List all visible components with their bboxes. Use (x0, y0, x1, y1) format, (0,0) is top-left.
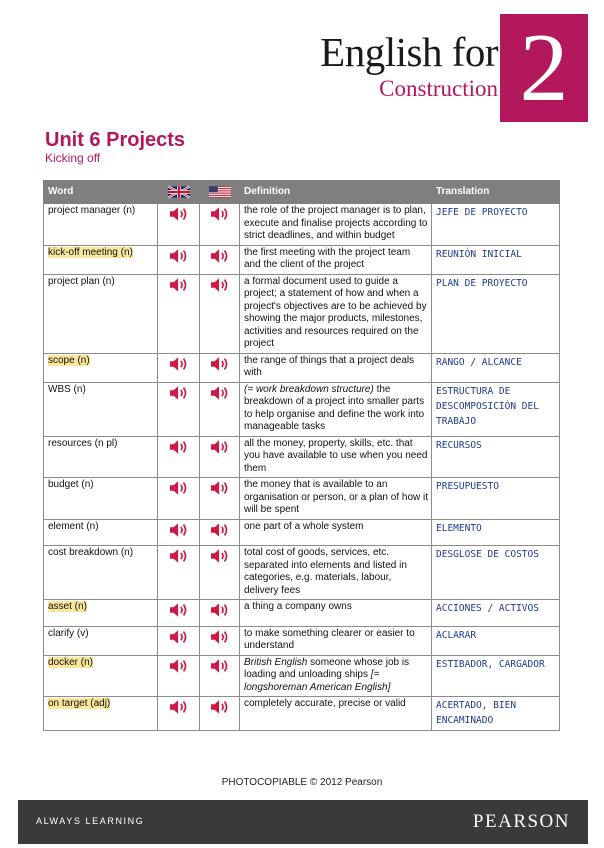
word-cell (44, 546, 158, 600)
definition-text: total cost of goods, services, etc. separated into elements and listed in categories, e.g. materials, labour, delivery fees (244, 547, 407, 596)
word-term: asset (n) (48, 601, 87, 612)
uk-audio-speaker-icon[interactable] (168, 384, 190, 402)
us-audio-speaker-icon[interactable] (209, 601, 231, 619)
word-term: docker (n) (48, 656, 94, 668)
brand-title-block (308, 30, 498, 102)
definition-cell (240, 546, 432, 600)
handwritten-translation: ESTRUCTURA DE DESCOMPOSICIÓN DEL TRABAJO (436, 385, 539, 427)
uk-audio-cell (158, 204, 200, 246)
table-row (44, 245, 560, 274)
word-term: scope (n) (48, 354, 90, 366)
uk-audio-speaker-icon[interactable] (168, 438, 190, 456)
us-flag-icon (209, 185, 231, 199)
table-row (44, 519, 560, 546)
translation-cell (432, 382, 560, 436)
uk-audio-speaker-icon[interactable] (168, 657, 190, 675)
definition-italic: (= work breakdown structure) (244, 383, 374, 395)
header-translation: Translation (432, 181, 560, 204)
us-audio-cell (200, 204, 240, 246)
word-term: cost breakdown (n) (48, 547, 134, 558)
us-audio-speaker-icon[interactable] (209, 438, 231, 456)
handwritten-translation: PLAN DE PROYECTO (436, 277, 528, 289)
unit-title: Unit 6 Projects (45, 129, 186, 151)
translation-cell (432, 655, 560, 697)
definition-text: all the money, property, skills, etc. that you have available to use when you need them (244, 437, 428, 474)
translation-cell (432, 697, 560, 731)
uk-audio-speaker-icon[interactable] (168, 547, 190, 565)
definition-cell (240, 204, 432, 246)
table-row (44, 655, 560, 697)
us-audio-speaker-icon[interactable] (209, 384, 231, 402)
publisher-bar (18, 800, 588, 844)
us-audio-cell (200, 478, 240, 520)
us-audio-cell (200, 274, 240, 353)
uk-audio-cell (158, 382, 200, 436)
table-row (44, 436, 560, 478)
header-us-flag (200, 181, 240, 204)
translation-cell (432, 626, 560, 655)
table-row (44, 697, 560, 731)
definition-text: the first meeting with the project team and the client of the project (244, 246, 411, 270)
level-badge: 2 (500, 14, 588, 122)
us-audio-speaker-icon[interactable] (209, 205, 231, 223)
translation-cell (432, 478, 560, 520)
uk-audio-cell (158, 245, 200, 274)
definition-text: the breakdown of a project into smaller parts to help organise and define the work into manageable tasks (244, 383, 425, 432)
definition-cell (240, 274, 432, 353)
uk-audio-speaker-icon[interactable] (168, 355, 190, 373)
handwritten-translation: DESGLOSE DE COSTOS (436, 549, 539, 560)
us-audio-cell (200, 697, 240, 731)
uk-audio-speaker-icon[interactable] (168, 247, 190, 265)
definition-text: someone whose job is loading and unloading ships (244, 656, 410, 680)
uk-audio-cell (158, 353, 200, 382)
us-audio-cell (200, 546, 240, 600)
table-row (44, 546, 560, 600)
uk-audio-cell (158, 697, 200, 731)
uk-audio-cell (158, 436, 200, 478)
table-row (44, 600, 560, 627)
definition-cell (240, 382, 432, 436)
us-audio-cell (200, 655, 240, 697)
header-definition: Definition (240, 181, 432, 204)
us-audio-cell (200, 382, 240, 436)
us-audio-speaker-icon[interactable] (209, 547, 231, 565)
translation-cell (432, 245, 560, 274)
us-audio-cell (200, 436, 240, 478)
uk-audio-cell (158, 274, 200, 353)
word-cell (44, 382, 158, 436)
definition-text: one part of a whole system (244, 520, 364, 532)
handwritten-translation: ACCIONES / ACTIVOS (436, 603, 539, 614)
us-audio-cell (200, 600, 240, 627)
us-audio-speaker-icon[interactable] (209, 628, 231, 646)
uk-flag-icon (168, 185, 190, 199)
handwritten-translation: REUNIÓN INICIAL (436, 248, 522, 260)
translation-cell (432, 436, 560, 478)
us-audio-cell (200, 245, 240, 274)
brand-subtitle: Construction (379, 76, 498, 101)
word-term: clarify (v) (48, 627, 89, 639)
translation-cell (432, 353, 560, 382)
us-audio-speaker-icon[interactable] (209, 657, 231, 675)
word-term: project manager (n) (48, 205, 136, 216)
uk-audio-cell (158, 626, 200, 655)
definition-note: [= longshoreman American English] (244, 669, 391, 693)
word-cell (44, 353, 158, 382)
uk-audio-speaker-icon[interactable] (168, 698, 190, 716)
handwritten-translation: RANGO / ALCANCE (436, 356, 522, 368)
uk-audio-speaker-icon[interactable] (168, 601, 190, 619)
vocabulary-table (43, 180, 560, 731)
table-row (44, 353, 560, 382)
uk-audio-speaker-icon[interactable] (168, 521, 190, 539)
word-term: element (n) (48, 520, 99, 532)
us-audio-cell (200, 626, 240, 655)
word-cell (44, 600, 158, 627)
definition-text: a formal document used to guide a project; a statement of how and when a project's objectives are to be achieved by showing the major products, milestones, activities and resources required on the project (244, 275, 427, 349)
word-term: resources (n pl) (48, 437, 118, 449)
translation-cell (432, 274, 560, 353)
definition-text: the money that is available to an organisation or person, or a plan of how it will be spent (244, 479, 428, 515)
handwritten-translation: ACLARAR (436, 629, 477, 641)
handwritten-translation: RECURSOS (436, 439, 482, 451)
definition-cell (240, 655, 432, 697)
uk-audio-cell (158, 519, 200, 546)
header-word: Word (44, 181, 158, 204)
handwritten-translation: ESTIBADOR, CARGADOR (436, 658, 545, 670)
definition-text: the role of the project manager is to plan, execute and finalise projects according to strict deadlines, and within budget (244, 205, 428, 241)
table-header-row (44, 181, 560, 204)
table-row (44, 626, 560, 655)
uk-audio-cell (158, 655, 200, 697)
word-cell (44, 274, 158, 353)
definition-cell (240, 245, 432, 274)
word-cell (44, 204, 158, 246)
us-audio-speaker-icon[interactable] (209, 247, 231, 265)
unit-subtitle: Kicking off (45, 151, 101, 165)
definition-text: to make something clearer or easier to understand (244, 627, 415, 651)
handwritten-translation: JEFE DE PROYECTO (436, 207, 528, 218)
us-audio-speaker-icon[interactable] (209, 521, 231, 539)
word-cell (44, 245, 158, 274)
uk-audio-speaker-icon[interactable] (168, 276, 190, 294)
uk-audio-speaker-icon[interactable] (168, 205, 190, 223)
word-term: on target (adj) (48, 698, 111, 709)
us-audio-speaker-icon[interactable] (209, 698, 231, 716)
definition-cell (240, 626, 432, 655)
uk-audio-speaker-icon[interactable] (168, 628, 190, 646)
word-cell (44, 478, 158, 520)
definition-cell (240, 478, 432, 520)
word-term: project plan (n) (48, 275, 115, 287)
us-audio-cell (200, 353, 240, 382)
table-row (44, 204, 560, 246)
copyright-notice: PHOTOCOPIABLE © 2012 Pearson (221, 777, 383, 788)
handwritten-translation: ACERTADO, BIEN ENCAMINADO (436, 700, 517, 726)
uk-audio-cell (158, 478, 200, 520)
publisher-logo: PEARSON (472, 811, 570, 832)
definition-cell (240, 519, 432, 546)
word-term: WBS (n) (48, 383, 86, 395)
word-cell (44, 655, 158, 697)
table-row (44, 478, 560, 520)
definition-cell (240, 353, 432, 382)
header-uk-flag (158, 181, 200, 204)
word-cell (44, 436, 158, 478)
translation-cell (432, 519, 560, 546)
us-audio-speaker-icon[interactable] (209, 355, 231, 373)
definition-text: completely accurate, precise or valid (244, 698, 406, 709)
definition-cell (240, 697, 432, 731)
word-cell (44, 519, 158, 546)
definition-text: the range of things that a project deals with (244, 354, 415, 378)
translation-cell (432, 600, 560, 627)
tagline: ALWAYS LEARNING (36, 816, 145, 826)
us-audio-cell (200, 519, 240, 546)
handwritten-translation: ELEMENTO (436, 522, 482, 534)
word-cell (44, 697, 158, 731)
translation-cell (432, 204, 560, 246)
handwritten-translation: PRESUPUESTO (436, 481, 499, 492)
brand-title: English for (320, 29, 498, 75)
table-row (44, 382, 560, 436)
uk-audio-cell (158, 546, 200, 600)
uk-audio-cell (158, 600, 200, 627)
definition-italic: British English (244, 656, 308, 668)
uk-audio-speaker-icon[interactable] (168, 479, 190, 497)
translation-cell (432, 546, 560, 600)
definition-text: a thing a company owns (244, 601, 352, 612)
us-audio-speaker-icon[interactable] (209, 276, 231, 294)
table-row (44, 274, 560, 353)
word-term: kick-off meeting (n) (48, 246, 133, 258)
us-audio-speaker-icon[interactable] (209, 479, 231, 497)
definition-cell (240, 600, 432, 627)
word-term: budget (n) (48, 479, 94, 490)
definition-cell (240, 436, 432, 478)
word-cell (44, 626, 158, 655)
